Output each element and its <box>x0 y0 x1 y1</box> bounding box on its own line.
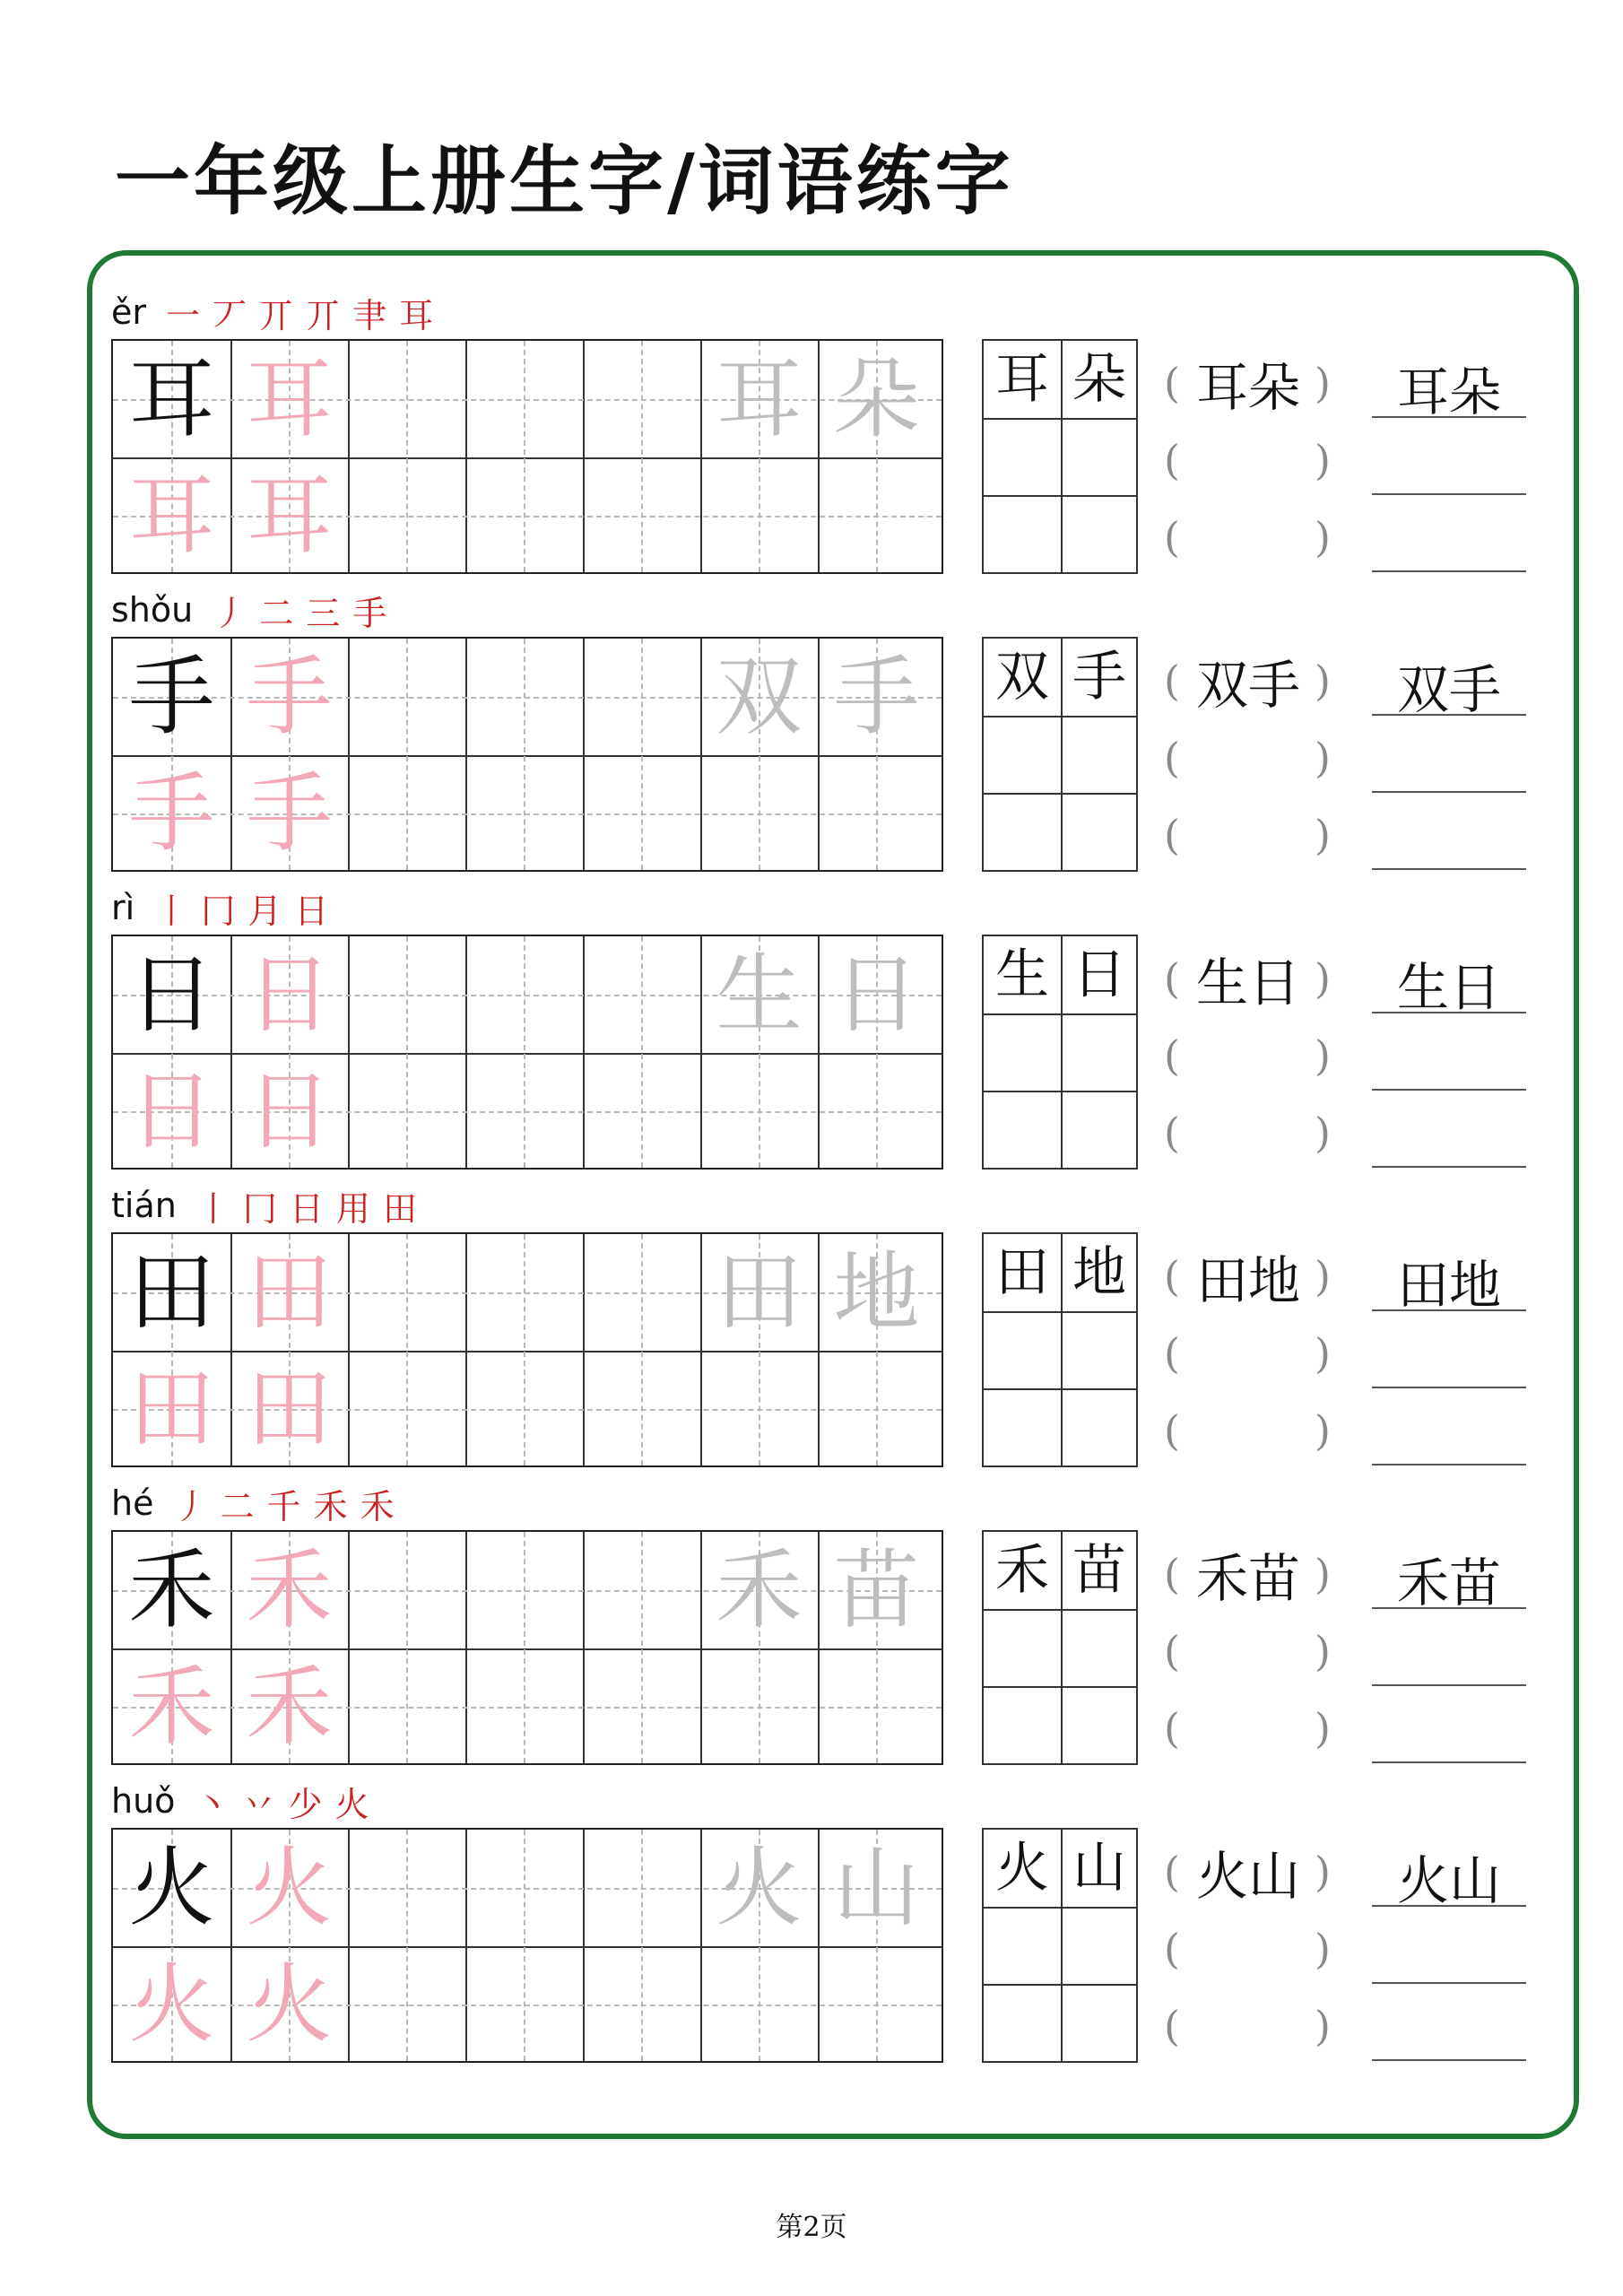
trace-character: 日 <box>246 1061 333 1161</box>
paren-right-mark: ) <box>1315 1252 1331 1300</box>
practice-grid <box>111 339 943 574</box>
paren-left-mark: ( <box>1164 436 1180 484</box>
trace-word-character: 耳 <box>716 349 803 449</box>
stroke-step: 禾 <box>360 1486 395 1526</box>
trace-character: 耳 <box>128 465 215 566</box>
grid-line <box>984 716 1136 718</box>
grid-line <box>984 1984 1136 1986</box>
paren-left-mark: ( <box>1164 513 1180 561</box>
stroke-step: 三 <box>306 593 341 633</box>
trace-word-character: 日 <box>833 944 920 1045</box>
trace-character: 手 <box>246 647 333 747</box>
model-character: 手 <box>128 647 215 747</box>
trace-word-character: 山 <box>833 1838 920 1938</box>
word-grid-character: 田 <box>995 1241 1049 1304</box>
paren-word: 禾苗 <box>1195 1548 1300 1609</box>
empty-writing-cell[interactable] <box>348 1830 465 1946</box>
practice-grid <box>111 935 943 1170</box>
writing-underline <box>1372 1464 1526 1465</box>
paren-left-mark: ( <box>1164 1550 1180 1598</box>
stroke-step: 少 <box>288 1784 323 1824</box>
empty-writing-cell[interactable] <box>583 1648 700 1765</box>
pinyin-label: hé <box>111 1483 154 1523</box>
paren-right-mark: ) <box>1315 734 1331 782</box>
trace-word-character: 禾 <box>716 1540 803 1640</box>
empty-writing-cell[interactable] <box>583 1053 700 1170</box>
grid-line <box>984 1686 1136 1688</box>
empty-writing-cell[interactable] <box>700 1946 818 2063</box>
pinyin-label: ěr <box>111 292 147 332</box>
empty-writing-cell[interactable] <box>583 1532 700 1648</box>
paren-left-mark: ( <box>1164 954 1180 1003</box>
underline-word: 双手 <box>1396 659 1501 720</box>
pinyin-stroke-row <box>111 583 399 637</box>
empty-writing-cell[interactable] <box>583 457 700 574</box>
trace-character: 耳 <box>246 465 333 566</box>
paren-left-mark: ( <box>1164 359 1180 407</box>
stroke-step: 二 <box>259 593 294 633</box>
writing-underline <box>1372 1761 1526 1763</box>
stroke-step: 火 <box>334 1784 369 1824</box>
paren-right-mark: ) <box>1315 657 1331 705</box>
writing-underline <box>1372 2059 1526 2061</box>
stroke-step: 用 <box>335 1188 370 1229</box>
word-grid-character: 日 <box>1072 944 1126 1006</box>
paren-word: 生日 <box>1195 952 1300 1013</box>
paren-word: 火山 <box>1195 1846 1300 1907</box>
paren-left-mark: ( <box>1164 1031 1180 1080</box>
grid-line <box>984 1013 1136 1015</box>
empty-writing-cell[interactable] <box>348 639 465 755</box>
paren-left-mark: ( <box>1164 1925 1180 1973</box>
empty-writing-cell[interactable] <box>348 457 465 574</box>
pinyin-stroke-row <box>111 285 446 339</box>
empty-writing-cell[interactable] <box>465 1053 583 1170</box>
stroke-step: 丷 <box>241 1784 276 1824</box>
pinyin-label: rì <box>111 888 135 927</box>
model-character: 耳 <box>128 349 215 449</box>
stroke-step: 丨 <box>154 891 189 931</box>
stroke-step: 丌 <box>259 295 294 335</box>
word-grid-character: 耳 <box>995 348 1049 411</box>
paren-right-mark: ) <box>1315 1550 1331 1598</box>
underline-word: 耳朵 <box>1396 361 1501 422</box>
empty-writing-cell[interactable] <box>700 1351 818 1467</box>
empty-writing-cell[interactable] <box>465 936 583 1053</box>
trace-word-character: 手 <box>833 647 920 747</box>
paren-left-mark: ( <box>1164 1406 1180 1455</box>
trace-character: 手 <box>128 763 215 864</box>
stroke-step: 丌 <box>306 295 341 335</box>
practice-entry <box>0 1178 1623 1483</box>
trace-word-character: 双 <box>716 647 803 747</box>
paren-left-mark: ( <box>1164 734 1180 782</box>
grid-line <box>984 1609 1136 1611</box>
pinyin-stroke-row <box>111 1178 430 1232</box>
trace-word-character: 田 <box>716 1242 803 1343</box>
paren-right-mark: ) <box>1315 1406 1331 1455</box>
underline-word: 生日 <box>1396 957 1501 1018</box>
writing-underline <box>1372 570 1526 572</box>
trace-character: 田 <box>246 1359 333 1459</box>
practice-entry <box>0 1774 1623 2079</box>
paren-right-mark: ) <box>1315 1704 1331 1752</box>
empty-writing-cell[interactable] <box>348 1053 465 1170</box>
practice-entry <box>0 285 1623 590</box>
practice-grid <box>111 637 943 872</box>
stroke-step: 𦘒 <box>352 295 387 335</box>
writing-underline <box>1372 714 1526 716</box>
trace-character: 火 <box>246 1954 333 2055</box>
empty-writing-cell[interactable] <box>348 1532 465 1648</box>
trace-word-character: 生 <box>716 944 803 1045</box>
model-character: 火 <box>128 1838 215 1938</box>
model-character: 日 <box>128 944 215 1045</box>
grid-line <box>984 1311 1136 1313</box>
empty-writing-cell[interactable] <box>818 1351 935 1467</box>
paren-right-mark: ) <box>1315 1109 1331 1157</box>
word-grid <box>982 637 1138 872</box>
trace-character: 火 <box>246 1838 333 1938</box>
stroke-step: 手 <box>352 593 387 633</box>
paren-right-mark: ) <box>1315 359 1331 407</box>
empty-writing-cell[interactable] <box>583 936 700 1053</box>
paren-left-mark: ( <box>1164 1252 1180 1300</box>
practice-grid <box>111 1828 943 2063</box>
paren-word: 耳朵 <box>1195 357 1300 418</box>
stroke-step: 日 <box>289 1188 324 1229</box>
empty-writing-cell[interactable] <box>465 1946 583 2063</box>
empty-writing-cell[interactable] <box>465 341 583 457</box>
empty-writing-cell[interactable] <box>583 1946 700 2063</box>
underline-word: 田地 <box>1396 1255 1501 1316</box>
empty-writing-cell[interactable] <box>700 1053 818 1170</box>
empty-writing-cell[interactable] <box>465 457 583 574</box>
empty-writing-cell[interactable] <box>465 1830 583 1946</box>
trace-character: 日 <box>246 944 333 1045</box>
word-grid-character: 山 <box>1072 1837 1126 1900</box>
pinyin-label: huǒ <box>111 1781 176 1821</box>
empty-writing-cell[interactable] <box>465 1532 583 1648</box>
trace-character: 田 <box>128 1359 215 1459</box>
empty-writing-cell[interactable] <box>465 1648 583 1765</box>
trace-character: 禾 <box>128 1657 215 1757</box>
underline-word: 禾苗 <box>1396 1552 1501 1613</box>
word-grid-character: 地 <box>1072 1241 1126 1304</box>
grid-line <box>984 793 1136 795</box>
stroke-step: 丿 <box>213 593 247 633</box>
stroke-step: 冂 <box>242 1188 277 1229</box>
grid-line <box>984 1388 1136 1390</box>
word-grid <box>982 1828 1138 2063</box>
writing-underline <box>1372 1684 1526 1686</box>
empty-writing-cell[interactable] <box>348 1648 465 1765</box>
empty-writing-cell[interactable] <box>465 1351 583 1467</box>
paren-right-mark: ) <box>1315 1925 1331 1973</box>
writing-underline <box>1372 1309 1526 1311</box>
word-grid-character: 双 <box>995 646 1049 709</box>
trace-character: 日 <box>128 1061 215 1161</box>
trace-word-character: 朵 <box>833 349 920 449</box>
empty-writing-cell[interactable] <box>700 457 818 574</box>
empty-writing-cell[interactable] <box>348 936 465 1053</box>
model-character: 田 <box>128 1242 215 1343</box>
empty-writing-cell[interactable] <box>348 1234 465 1351</box>
paren-left-mark: ( <box>1164 1109 1180 1157</box>
trace-word-character: 苗 <box>833 1540 920 1640</box>
word-grid-character: 生 <box>995 944 1049 1006</box>
stroke-step: 丿 <box>173 1486 208 1526</box>
grid-line <box>984 495 1136 497</box>
stroke-step: 丨 <box>195 1188 230 1229</box>
writing-underline <box>1372 868 1526 870</box>
writing-underline <box>1372 493 1526 495</box>
trace-character: 火 <box>128 1954 215 2055</box>
word-grid <box>982 935 1138 1170</box>
stroke-step: 冂 <box>201 891 236 931</box>
empty-writing-cell[interactable] <box>583 639 700 755</box>
trace-word-character: 火 <box>716 1838 803 1938</box>
stroke-step: 耳 <box>399 295 434 335</box>
empty-writing-cell[interactable] <box>348 341 465 457</box>
paren-left-mark: ( <box>1164 1848 1180 1896</box>
pinyin-stroke-row <box>111 881 341 935</box>
paren-left-mark: ( <box>1164 811 1180 859</box>
stroke-step: 日 <box>294 891 329 931</box>
word-grid <box>982 1232 1138 1467</box>
stroke-step: 月 <box>247 891 282 931</box>
empty-writing-cell[interactable] <box>818 755 935 872</box>
underline-word: 火山 <box>1396 1850 1501 1911</box>
word-grid-character: 禾 <box>995 1539 1049 1602</box>
empty-writing-cell[interactable] <box>583 1351 700 1467</box>
grid-line <box>984 1907 1136 1909</box>
paren-right-mark: ) <box>1315 436 1331 484</box>
empty-writing-cell[interactable] <box>348 1946 465 2063</box>
empty-writing-cell[interactable] <box>700 755 818 872</box>
empty-writing-cell[interactable] <box>348 755 465 872</box>
stroke-step: 二 <box>220 1486 255 1526</box>
paren-right-mark: ) <box>1315 2002 1331 2050</box>
empty-writing-cell[interactable] <box>818 1946 935 2063</box>
writing-underline <box>1372 416 1526 418</box>
paren-right-mark: ) <box>1315 1329 1331 1378</box>
word-grid-character: 苗 <box>1072 1539 1126 1602</box>
stroke-step: 丶 <box>195 1784 230 1824</box>
empty-writing-cell[interactable] <box>465 639 583 755</box>
writing-underline <box>1372 1012 1526 1013</box>
empty-writing-cell[interactable] <box>700 1648 818 1765</box>
page-number: 第2页 <box>776 2212 847 2243</box>
empty-writing-cell[interactable] <box>583 755 700 872</box>
empty-writing-cell[interactable] <box>818 1648 935 1765</box>
practice-entry <box>0 583 1623 888</box>
empty-writing-cell[interactable] <box>348 1351 465 1467</box>
pinyin-stroke-row <box>111 1476 407 1530</box>
paren-word: 田地 <box>1195 1250 1300 1311</box>
paren-right-mark: ) <box>1315 954 1331 1003</box>
empty-writing-cell[interactable] <box>818 1053 935 1170</box>
writing-underline <box>1372 1089 1526 1091</box>
writing-underline <box>1372 1387 1526 1388</box>
paren-left-mark: ( <box>1164 2002 1180 2050</box>
trace-character: 禾 <box>246 1657 333 1757</box>
writing-underline <box>1372 1166 1526 1168</box>
word-grid-character: 手 <box>1072 646 1126 709</box>
page-title: 一年级上册生字/词语练字 <box>115 137 1014 225</box>
trace-word-character: 地 <box>833 1242 920 1343</box>
word-grid <box>982 339 1138 574</box>
grid-line <box>984 1091 1136 1092</box>
paren-right-mark: ) <box>1315 1627 1331 1675</box>
stroke-step: 丆 <box>213 295 247 335</box>
writing-underline <box>1372 1982 1526 1984</box>
paren-left-mark: ( <box>1164 1329 1180 1378</box>
paren-left-mark: ( <box>1164 1627 1180 1675</box>
practice-grid <box>111 1232 943 1467</box>
empty-writing-cell[interactable] <box>583 341 700 457</box>
word-grid-character: 朵 <box>1072 348 1126 411</box>
grid-line <box>984 418 1136 420</box>
writing-underline <box>1372 1905 1526 1907</box>
empty-writing-cell[interactable] <box>818 457 935 574</box>
trace-character: 耳 <box>246 349 333 449</box>
trace-character: 手 <box>246 763 333 864</box>
empty-writing-cell[interactable] <box>583 1830 700 1946</box>
writing-underline <box>1372 791 1526 793</box>
word-grid-character: 火 <box>995 1837 1049 1900</box>
paren-word: 双手 <box>1195 655 1300 716</box>
practice-grid <box>111 1530 943 1765</box>
writing-underline <box>1372 1607 1526 1609</box>
stroke-step: 田 <box>382 1188 417 1229</box>
paren-right-mark: ) <box>1315 811 1331 859</box>
paren-right-mark: ) <box>1315 513 1331 561</box>
trace-character: 田 <box>246 1242 333 1343</box>
stroke-step: 禾 <box>313 1486 348 1526</box>
practice-entry <box>0 1476 1623 1781</box>
empty-writing-cell[interactable] <box>465 755 583 872</box>
paren-right-mark: ) <box>1315 1848 1331 1896</box>
stroke-step: 千 <box>266 1486 301 1526</box>
word-grid <box>982 1530 1138 1765</box>
pinyin-label: tián <box>111 1186 177 1225</box>
stroke-step: 一 <box>166 295 201 335</box>
model-character: 禾 <box>128 1540 215 1640</box>
empty-writing-cell[interactable] <box>583 1234 700 1351</box>
pinyin-label: shǒu <box>111 590 194 630</box>
empty-writing-cell[interactable] <box>465 1234 583 1351</box>
trace-character: 禾 <box>246 1540 333 1640</box>
practice-entry <box>0 881 1623 1186</box>
pinyin-stroke-row <box>111 1774 381 1828</box>
paren-left-mark: ( <box>1164 1704 1180 1752</box>
paren-left-mark: ( <box>1164 657 1180 705</box>
paren-right-mark: ) <box>1315 1031 1331 1080</box>
